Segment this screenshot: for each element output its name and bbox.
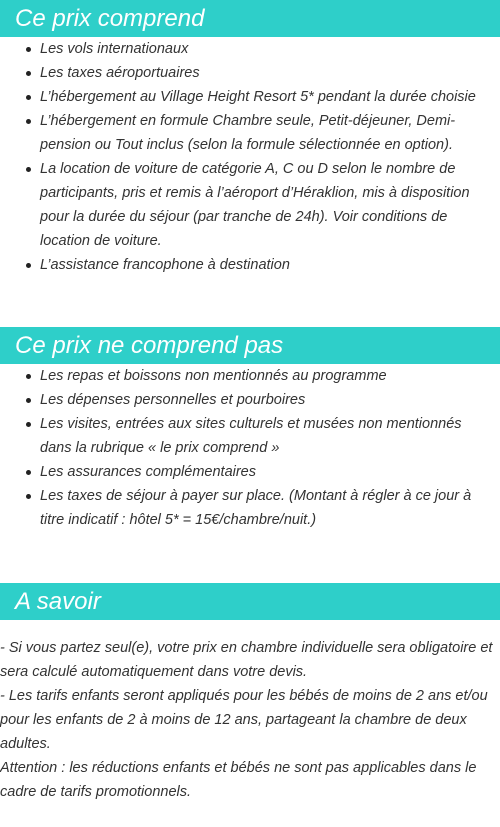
paragraph: Attention : les réductions enfants et bébés ne sont pas applicables dans le cadre de tarifs promotionnels. xyxy=(0,760,477,800)
list-item xyxy=(0,109,500,157)
section-header-good-to-know: A savoir xyxy=(0,583,500,620)
list-item-text: Les taxes aéroportuaires xyxy=(40,65,200,81)
section-not-included xyxy=(0,327,500,532)
section-header-not-included: Ce prix ne comprend pas xyxy=(0,327,500,364)
list-item xyxy=(0,61,500,85)
included-list xyxy=(0,37,500,277)
list-item-text: Les assurances complémentaires xyxy=(40,464,256,480)
bullet-icon xyxy=(26,47,31,52)
list-item-text: L’hébergement en formule Chambre seule, Petit-déjeuner, Demi-pension ou Tout inclus (selon la formule sélectionnée en option). xyxy=(40,113,456,153)
list-item xyxy=(0,484,500,532)
list-item xyxy=(0,460,500,484)
section-good-to-know xyxy=(0,583,500,804)
list-item xyxy=(0,37,500,61)
section-included xyxy=(0,0,500,277)
bullet-icon xyxy=(26,374,31,379)
list-item-text: Les dépenses personnelles et pourboires xyxy=(40,392,306,408)
not-included-list xyxy=(0,364,500,532)
section-header-included: Ce prix comprend xyxy=(0,0,500,37)
list-item-text: Les taxes de séjour à payer sur place. (Montant à régler à ce jour à titre indicatif : hôtel 5* = 15€/chambre/nuit.) xyxy=(40,488,472,528)
bullet-icon xyxy=(26,167,31,172)
list-item xyxy=(0,412,500,460)
list-item-text: L’assistance francophone à destination xyxy=(40,257,290,273)
bullet-icon xyxy=(26,263,31,268)
list-item xyxy=(0,388,500,412)
list-item-text: Les visites, entrées aux sites culturels et musées non mentionnés dans la rubrique « le prix comprend » xyxy=(40,416,462,456)
bullet-icon xyxy=(26,119,31,124)
list-item-text: La location de voiture de catégorie A, C ou D selon le nombre de participants, pris et remis à l’aéroport d’Héraklion, mis à disposition pour la durée du séjour (par tranche de 24h). Voir conditions de location de voiture. xyxy=(40,161,470,249)
paragraph: - Si vous partez seul(e), votre prix en chambre individuelle sera obligatoire et sera calculé automatiquement dans votre devis. xyxy=(0,640,493,680)
list-item-text: Les vols internationaux xyxy=(40,41,189,57)
bullet-icon xyxy=(26,422,31,427)
list-item xyxy=(0,157,500,253)
list-item-text: L’hébergement au Village Height Resort 5* pendant la durée choisie xyxy=(40,89,476,105)
list-item xyxy=(0,364,500,388)
bullet-icon xyxy=(26,95,31,100)
list-item-text: Les repas et boissons non mentionnés au programme xyxy=(40,368,387,384)
bullet-icon xyxy=(26,470,31,475)
bullet-icon xyxy=(26,398,31,403)
paragraph: - Les tarifs enfants seront appliqués pour les bébés de moins de 2 ans et/ou pour les enfants de 2 à moins de 12 ans, partageant la chambre de deux adultes. xyxy=(0,688,488,752)
bullet-icon xyxy=(26,494,31,499)
bullet-icon xyxy=(26,71,31,76)
good-to-know-text xyxy=(0,636,500,804)
list-item xyxy=(0,85,500,109)
list-item xyxy=(0,253,500,277)
